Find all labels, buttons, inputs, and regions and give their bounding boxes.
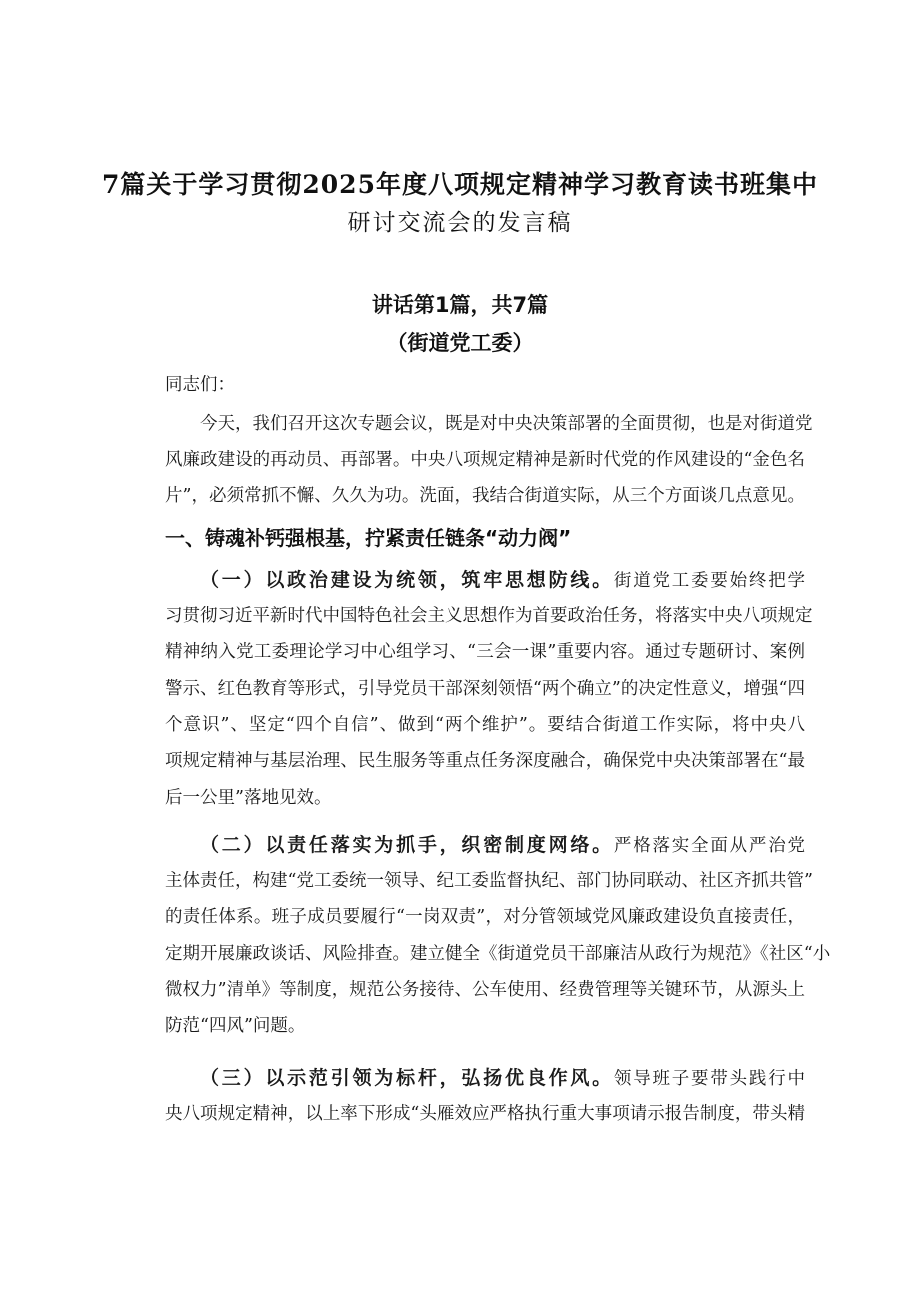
section-heading: 一、铸魂补钙强根基，拧紧责任链条“动力阀”	[165, 526, 572, 550]
point1-line: 项规定精神与基层治理、民生服务等重点任务深度融合，确保党中央决策部署在“最	[165, 751, 805, 771]
speech-unit: （街道党工委）	[386, 331, 534, 355]
intro-line: 今天，我们召开这次专题会议，既是对中央决策部署的全面贯彻，也是对街道党	[200, 414, 813, 434]
point2-line: 防范“四风”问题。	[165, 1016, 306, 1036]
point1-lead: （一）以政治建设为统领，筑牢思想防线。	[200, 569, 614, 591]
point1-line: 精神纳入党工委理论学习中心组学习、“三会一课”重要内容。通过专题研讨、案例	[165, 642, 805, 662]
speech-subtitle: 讲话第1篇，共7篇	[371, 293, 549, 317]
salutation: 同志们：	[165, 375, 235, 395]
point2-lead: （二）以责任落实为抓手，织密制度网络。	[200, 834, 614, 856]
point2-line: 的责任体系。班子成员要履行“一岗双责”，对分管领域党风廉政建设负直接责任，	[165, 907, 805, 927]
document-title-line1: 7篇关于学习贯彻2025年度八项规定精神学习教育读书班集中	[102, 170, 818, 199]
point1-line: 后一公里”落地见效。	[165, 788, 332, 808]
point3-first-line	[200, 1063, 805, 1090]
point1-first-line	[200, 565, 805, 592]
point1-line: 个意识”、坚定“四个自信”、做到“两个维护”。要结合街道工作实际，将中央八	[165, 715, 805, 735]
intro-line: 片”，必须常抓不懈、久久为功。洗面，我结合街道实际，从三个方面谈几点意见。	[165, 486, 805, 506]
document-title-line2: 研讨交流会的发言稿	[347, 210, 573, 236]
point1-line: 警示、红色教育等形式，引导党员干部深刻领悟“两个确立”的决定性意义，增强“四	[165, 679, 805, 699]
point3-lead: （三）以示范引领为标杆，弘扬优良作风。	[200, 1067, 614, 1089]
point2-line: 定期开展廉政谈话、风险排查。建立健全《街道党员干部廉洁从政行为规范》《社区“小	[165, 944, 831, 964]
point1-line: 习贯彻习近平新时代中国特色社会主义思想作为首要政治任务，将落实中央八项规定	[165, 606, 813, 626]
point3-line: 央八项规定精神，以上率下形成“头雁效应严格执行重大事项请示报告制度，带头精	[165, 1104, 805, 1124]
point3-first-rest: 领导班子要带头践行中	[613, 1069, 805, 1089]
point2-first-rest: 严格落实全面从严治党	[613, 836, 805, 856]
point2-line: 主体责任，构建“党工委统一领导、纪工委监督执纪、部门协同联动、社区齐抓共管”	[165, 871, 813, 891]
point2-line: 微权力”清单》等制度，规范公务接待、公车使用、经费管理等关键环节，从源头上	[165, 980, 805, 1000]
point1-first-rest: 街道党工委要始终把学	[613, 571, 805, 591]
point2-first-line	[200, 830, 805, 857]
intro-line: 风廉政建设的再动员、再部署。中央八项规定精神是新时代党的作风建设的“金色名	[165, 450, 805, 470]
